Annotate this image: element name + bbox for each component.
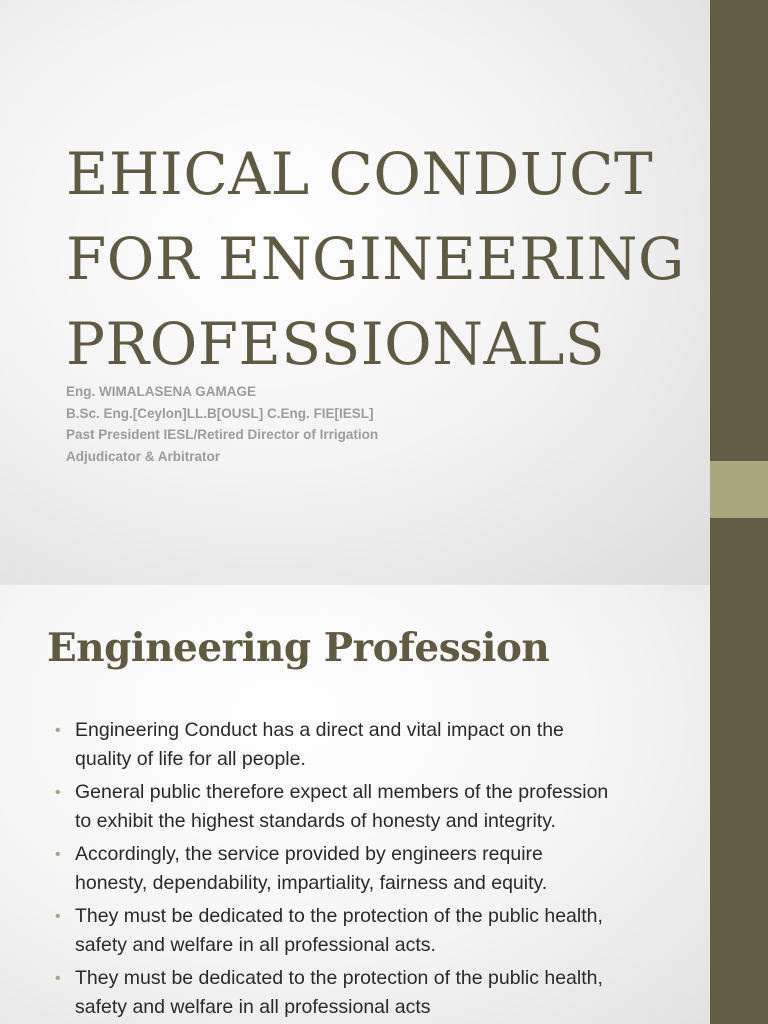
title-line: PROFESSIONALS	[66, 310, 606, 378]
bullet-line: quality of life for all people.	[75, 748, 306, 770]
bullet-dot-icon: •	[55, 846, 61, 863]
title-line: FOR ENGINEERING	[66, 225, 685, 293]
bullet-line: General public therefore expect all members of the profession	[75, 781, 609, 803]
content-slide	[0, 585, 710, 1024]
slide-heading: Engineering Profession	[47, 625, 550, 671]
bullet-dot-icon: •	[55, 784, 61, 801]
bullet-line: safety and welfare in all professional acts	[75, 996, 431, 1018]
bullet-line: They must be dedicated to the protection of the public health,	[75, 905, 603, 927]
bullet-list	[55, 716, 685, 1024]
bullet-item	[55, 840, 685, 898]
bullet-line: safety and welfare in all professional acts.	[75, 934, 436, 956]
bullet-line: Accordingly, the service provided by engineers require	[75, 843, 543, 865]
bullet-dot-icon: •	[55, 908, 61, 925]
bullet-dot-icon: •	[55, 970, 61, 987]
bullet-line: Engineering Conduct has a direct and vital impact on the	[75, 719, 564, 741]
author-positions: Past President IESL/Retired Director of Irrigation	[66, 427, 379, 442]
author-credentials	[66, 381, 626, 467]
bullet-line: They must be dedicated to the protection of the public health,	[75, 967, 603, 989]
slide-title	[66, 132, 696, 387]
author-degrees: B.Sc. Eng.[Ceylon]LL.B[OUSL] C.Eng. FIE[IESL]	[66, 405, 374, 421]
decorative-sidebar-accent	[710, 461, 768, 518]
bullet-item	[55, 778, 685, 836]
author-roles: Adjudicator & Arbitrator	[66, 448, 221, 464]
title-line: EHICAL CONDUCT	[66, 140, 654, 208]
bullet-item	[55, 902, 685, 960]
bullet-item	[55, 716, 685, 774]
bullet-line: to exhibit the highest standards of honesty and integrity.	[75, 810, 556, 832]
author-name: Eng. WIMALASENA GAMAGE	[66, 384, 256, 399]
bullet-line: honesty, dependability, impartiality, fairness and equity.	[75, 872, 548, 894]
bullet-item	[55, 964, 685, 1022]
bullet-dot-icon: •	[55, 722, 61, 739]
